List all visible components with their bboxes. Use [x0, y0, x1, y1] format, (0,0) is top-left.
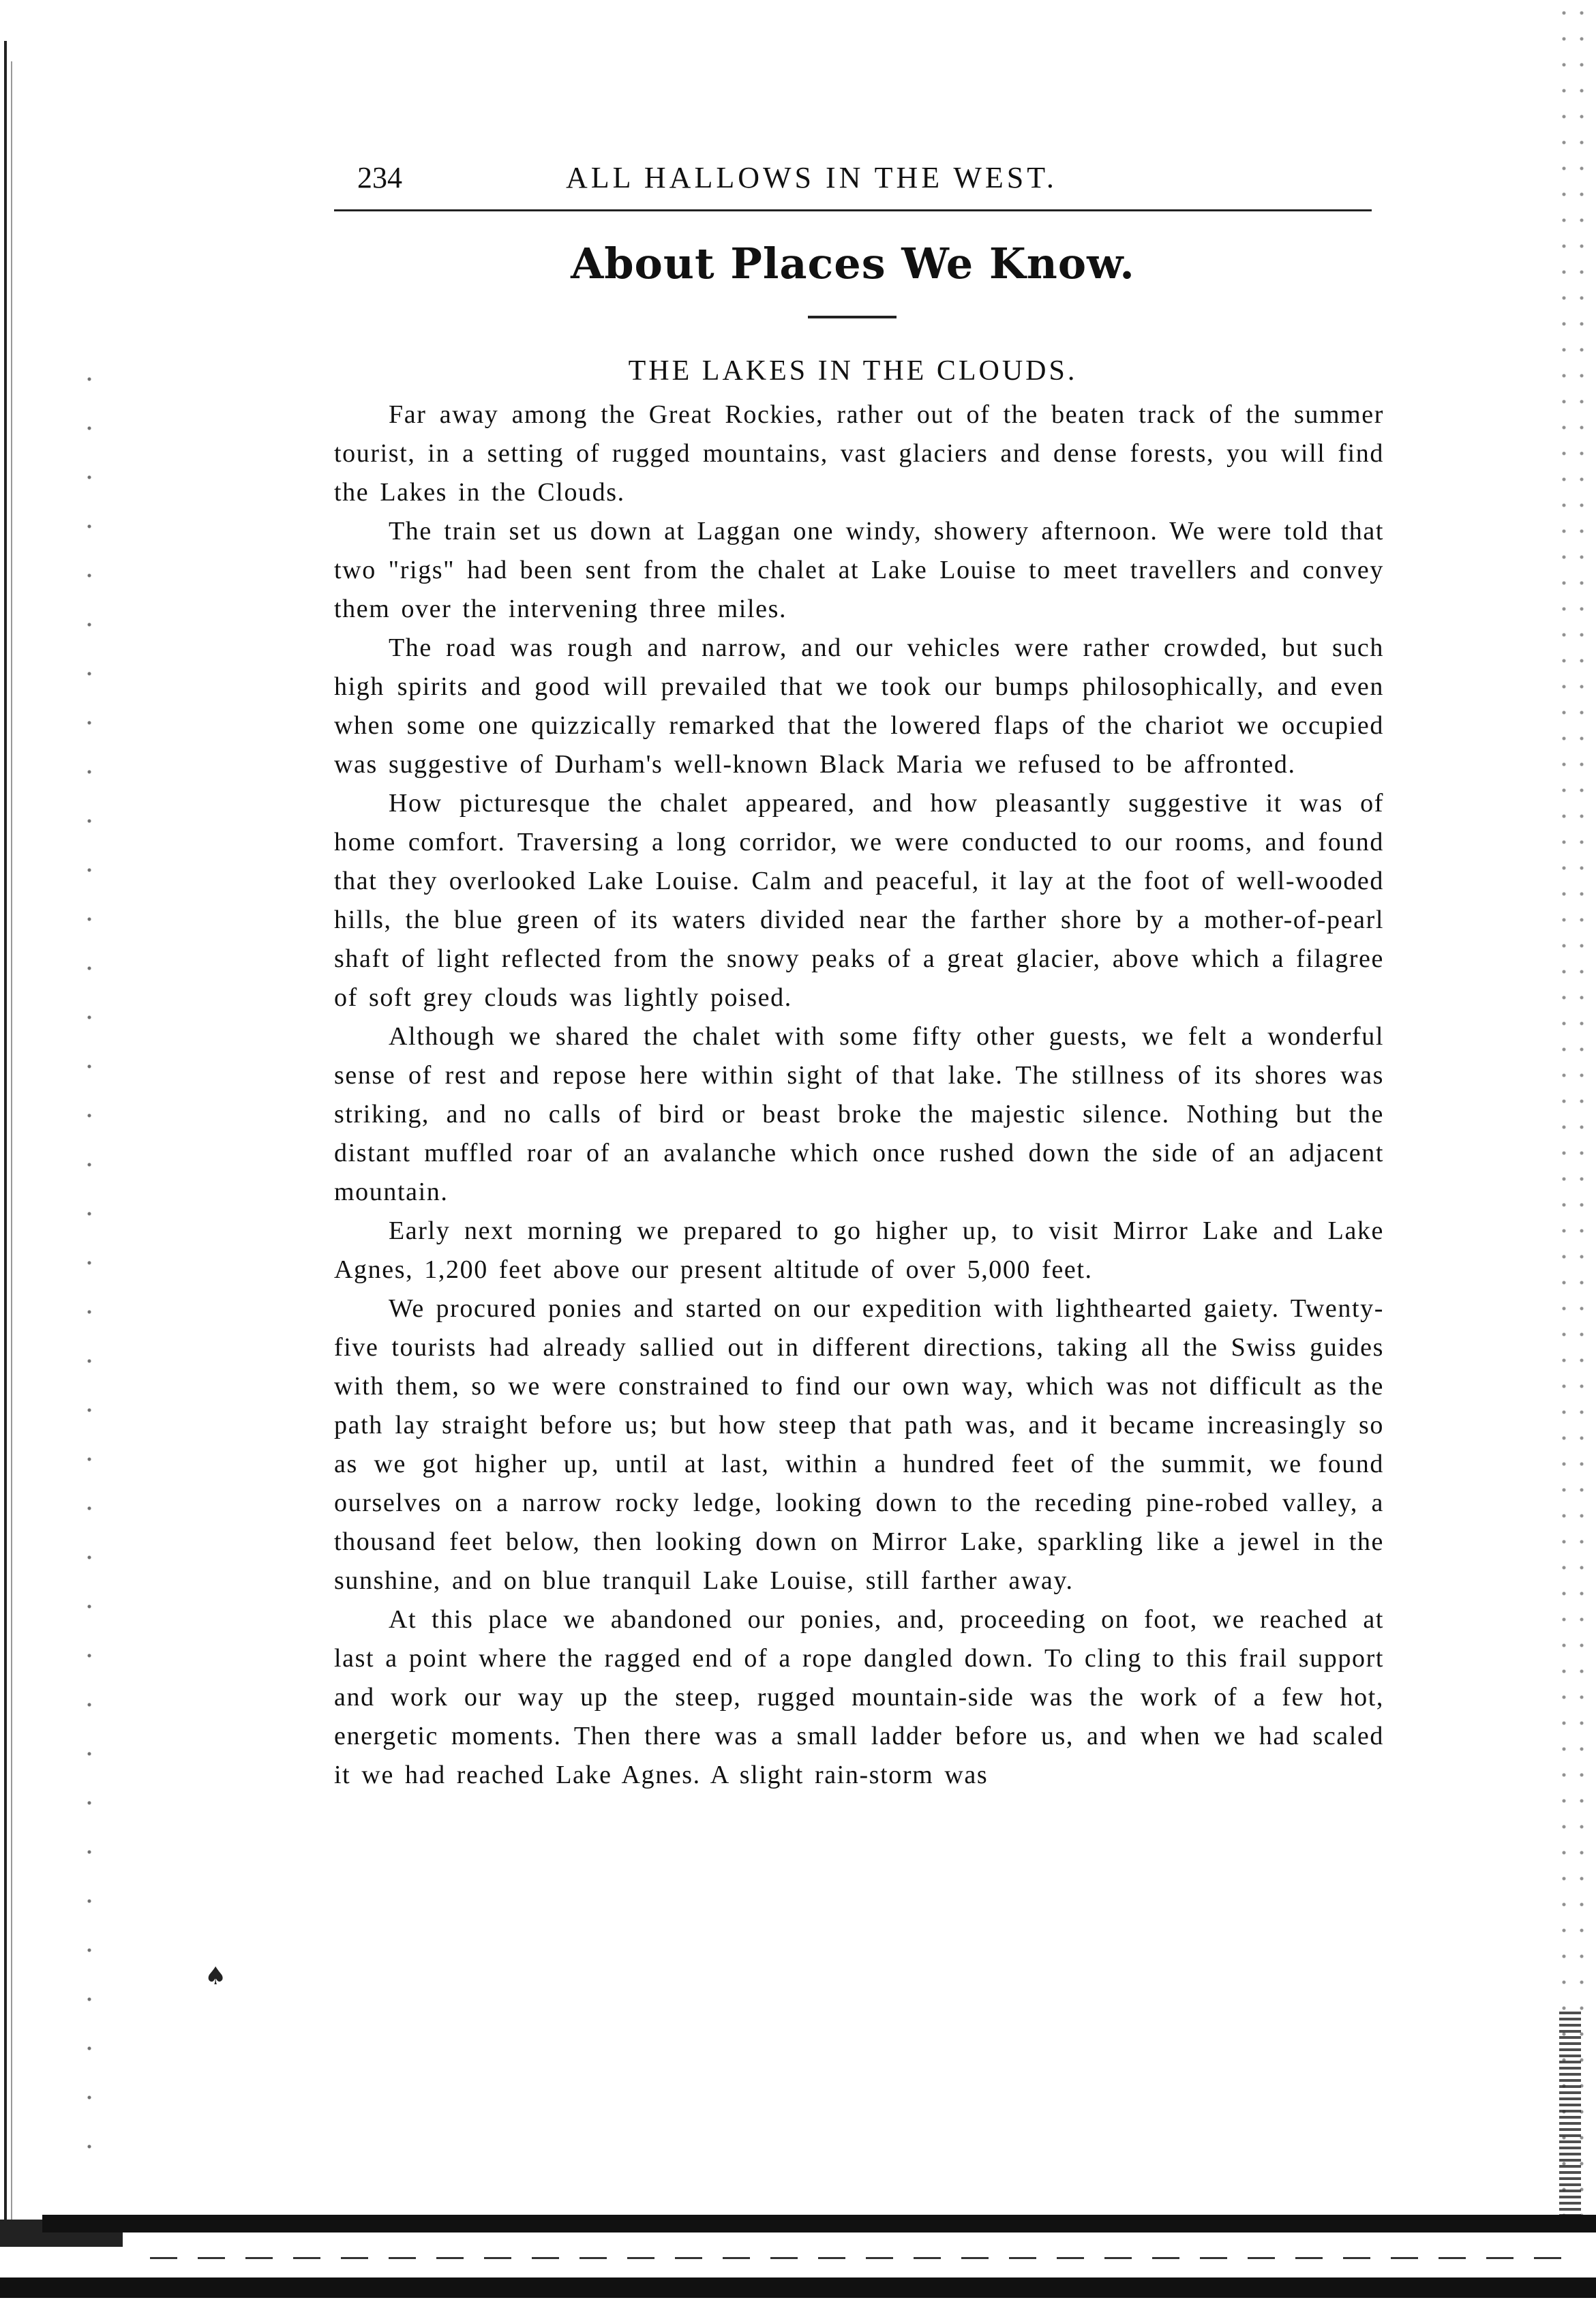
- scan-binding-marks: [82, 355, 97, 2162]
- scan-bottom-bar-upper: [42, 2215, 1596, 2232]
- article-body: [334, 395, 1384, 1795]
- title-rule: [808, 316, 897, 318]
- running-head: [334, 160, 1384, 201]
- paragraph: Although we shared the chalet with some fifty other guests, we felt a wonderful sense of rest and repose here within sight of that lake. The stillness of its shores was striking, and no calls of bird or beast broke the majestic silence. Nothing but the distant muffled roar of an avalanche which once rushed down the side of an adjacent mountain.: [334, 1022, 1384, 1206]
- scan-edge-right: [1555, 0, 1596, 2237]
- article-subheading: THE LAKES IN THE CLOUDS.: [628, 355, 1078, 387]
- page-number: 234: [357, 161, 402, 194]
- paragraph: We procured ponies and started on our expedition with lighthearted gaiety. Twenty-five tourists had already sallied out in different directions, taking all the Swiss guides with them, so we were constrained to find our own way, which was not difficult as the path lay straight before us; but how steep that path was, and it became increasingly so as we got higher up, until at last, within a hundred feet of the summit, we found ourselves on a narrow rocky ledge, looking down to the receding pine-robed valley, a thousand feet below, then looking down on Mirror Lake, sparkling like a jewel in the sunshine, and on blue tranquil Lake Louise, still farther away.: [334, 1294, 1384, 1595]
- paragraph: At this place we abandoned our ponies, and, proceeding on foot, we reached at last a point where the ragged end of a rope dangled down. To cling to this frail support and work our way up the steep, rugged mountain-side was the work of a few hot, energetic moments. Then there was a small ladder before us, and when we had scaled it we had reached Lake Agnes. A slight rain-storm was: [334, 1605, 1384, 1789]
- paragraph: Early next morning we prepared to go higher up, to visit Mirror Lake and Lake Agnes, 1,200 feet above our present altitude of over 5,000 feet.: [334, 1216, 1384, 1284]
- paragraph: Far away among the Great Rockies, rather out of the beaten track of the summer tourist, in a setting of rugged mountains, vast glaciers and dense forests, you will find the Lakes in the Clouds.: [334, 400, 1384, 507]
- scan-edge-left: [4, 41, 7, 2237]
- paragraph: The road was rough and narrow, and our vehicles were rather crowded, but such high spirits and good will prevailed that we took our bumps philosophically, and even when some one quizzically remarked that the lowered flaps of the chariot we occupied was suggestive of Durham's well-known Black Maria we refused to be affronted.: [334, 633, 1384, 779]
- stray-ink-mark: ♠: [205, 1962, 227, 1990]
- paragraph: How picturesque the chalet appeared, and how pleasantly suggestive it was of home comfort. Traversing a long corridor, we were conducted to our rooms, and found that they overlooked Lake Louise. Calm and peaceful, it lay at the foot of well-wooded hills, the blue green of its waters divided near the farther shore by a mother-of-pearl shaft of light reflected from the snowy peaks of a great glacier, above which a filagree of soft grey clouds was lightly poised.: [334, 789, 1384, 1012]
- scan-bottom-dashes: [150, 2257, 1582, 2259]
- scan-edge-right-mark: [1559, 2012, 1581, 2216]
- scan-bottom-bar-lower: [0, 2277, 1596, 2298]
- section-title: About Places We Know.: [571, 239, 1135, 288]
- header-rule: [334, 209, 1372, 211]
- paragraph: The train set us down at Laggan one windy, showery afternoon. We were told that two "rigs" had been sent from the chalet at Lake Louise to meet travellers and convey them over the intervening three miles.: [334, 517, 1384, 623]
- running-title: ALL HALLOWS IN THE WEST.: [566, 161, 1057, 194]
- scan-edge-left-inner: [11, 61, 12, 2230]
- book-page: [334, 160, 1384, 1789]
